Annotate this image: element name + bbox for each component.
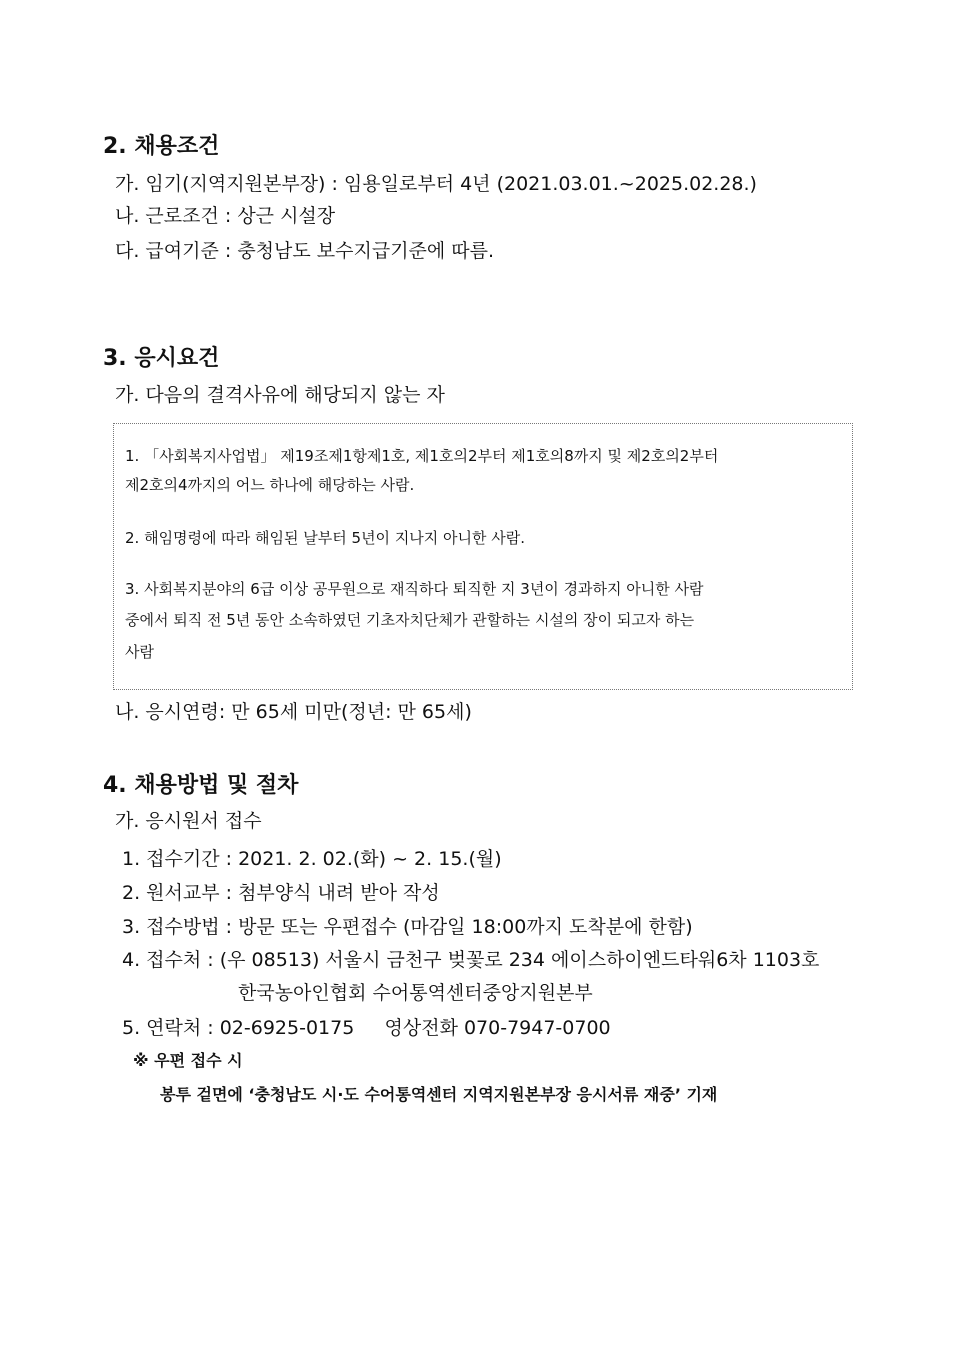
step-address-org: 한국농아인협회 수어통역센터중앙지원본부: [238, 982, 593, 1004]
box-line: 사람: [125, 643, 154, 661]
step-period: 1. 접수기간 : 2021. 2. 02.(화) ~ 2. 15.(월): [122, 848, 502, 870]
box-line: 중에서 퇴직 전 5년 동안 소속하였던 기초자치단체가 관할하는 시설의 장이 되고자 하는: [125, 611, 695, 629]
box-line: 2. 해임명령에 따라 해임된 날부터 5년이 지나지 아니한 사람.: [125, 529, 526, 547]
section-2-title: 2. 채용조건: [103, 134, 220, 159]
box-line: 3. 사회복지분야의 6급 이상 공무원으로 재직하다 퇴직한 지 3년이 경과하지 아니한 사람: [125, 580, 704, 598]
disqualification-heading: 가. 다음의 결격사유에 해당되지 않는 자: [115, 384, 445, 406]
age-requirement: 나. 응시연령: 만 65세 미만(정년: 만 65세): [115, 701, 472, 723]
section-3-title: 3. 응시요건: [103, 346, 220, 371]
application-heading: 가. 응시원서 접수: [115, 810, 262, 832]
mail-note-text: 봉투 겉면에 ‘충청남도 시·도 수어통역센터 지역지원본부장 응시서류 재중’ 기재: [160, 1085, 718, 1104]
section-4-title: 4. 채용방법 및 절차: [103, 773, 299, 798]
step-contact: 5. 연락처 : 02-6925-0175 영상전화 070-7947-0700: [122, 1017, 611, 1039]
work-condition-item: 나. 근로조건 : 상근 시설장: [115, 205, 336, 227]
step-method: 3. 접수방법 : 방문 또는 우편접수 (마감일 18:00까지 도착분에 한함): [122, 916, 693, 938]
step-address: 4. 접수처 : (우 08513) 서울시 금천구 벚꽃로 234 에이스하이엔드타워6차 1103호: [122, 949, 820, 971]
mail-note-title: ※ 우편 접수 시: [133, 1051, 243, 1070]
salary-item: 다. 급여기준 : 충청남도 보수지급기준에 따름.: [115, 240, 495, 262]
box-line: 제2호의4까지의 어느 하나에 해당하는 사람.: [125, 476, 415, 494]
term-item: 가. 임기(지역지원본부장) : 임용일로부터 4년 (2021.03.01.~2025.02.28.): [115, 173, 757, 195]
step-form: 2. 원서교부 : 첨부양식 내려 받아 작성: [122, 882, 440, 904]
box-line: 1. 「사회복지사업법」 제19조제1항제1호, 제1호의2부터 제1호의8까지 및 제2호의2부터: [125, 447, 719, 465]
